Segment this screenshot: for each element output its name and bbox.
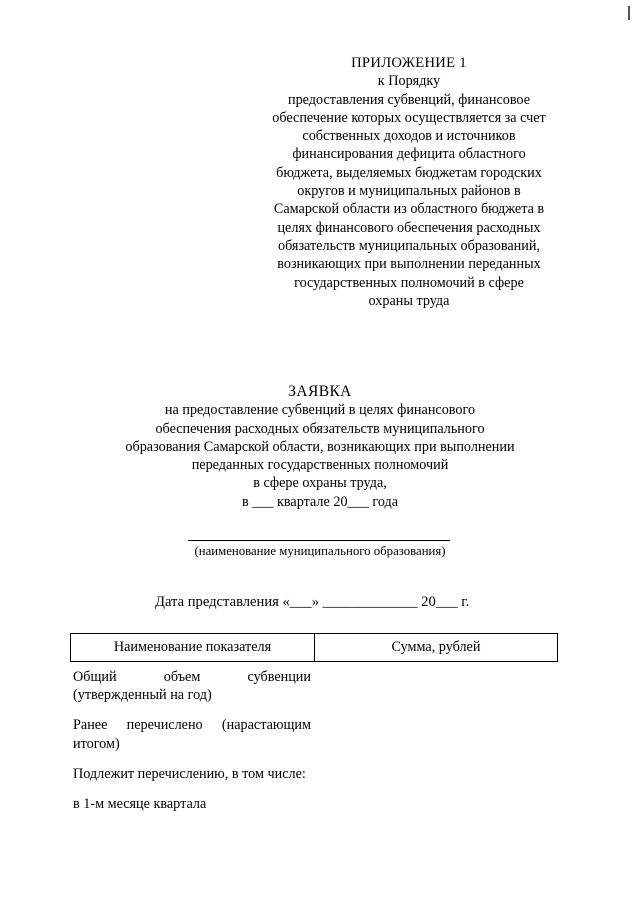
- appendix-line: возникающих при выполнении переданных: [277, 256, 541, 273]
- appendix-line: целях финансового обеспечения расходных: [277, 219, 541, 236]
- appendix-line: предоставления субвенций, финансовое: [287, 91, 530, 108]
- submission-date: Дата представления «___» _____________ 20___ г.: [155, 594, 470, 610]
- appendix-line: бюджета, выделяемых бюджетам городских: [276, 164, 542, 181]
- appendix-line: округов и муниципальных районов в: [297, 183, 521, 200]
- indicator-rows: [73, 668, 311, 825]
- appendix-line: собственных доходов и источников: [302, 128, 516, 145]
- request-line: образования Самарской области, возникающих при выполнении: [125, 438, 515, 455]
- appendix-line: обязательств муниципальных образований,: [277, 237, 541, 254]
- table-header-row: [71, 634, 558, 662]
- column-header-amount: Сумма, рублей: [315, 634, 558, 662]
- page-edge-mark: [628, 6, 630, 20]
- request-line: в сфере охраны труда,: [253, 475, 387, 492]
- table-row: в 1-м месяце квартала: [73, 796, 207, 813]
- table-row: Подлежит перечислению, в том числе:: [73, 765, 306, 782]
- appendix-line: охраны труда: [368, 292, 450, 309]
- table-row: Ранее перечислено (нарастающим итогом): [73, 717, 311, 752]
- appendix-title: ПРИЛОЖЕНИЕ 1: [351, 55, 467, 71]
- request-line: в ___ квартале 20___ года: [241, 493, 399, 510]
- municipality-caption: (наименование муниципального образования): [194, 544, 446, 558]
- appendix-line: государственных полномочий в сфере: [294, 274, 524, 291]
- request-block: [100, 383, 540, 511]
- appendix-line: финансирования дефицита областного: [292, 146, 526, 163]
- request-line: переданных государственных полномочий: [191, 457, 449, 474]
- appendix-line: обеспечение которых осуществляется за счет: [272, 109, 546, 126]
- request-title: ЗАЯВКА: [288, 383, 352, 400]
- request-line: на предоставление субвенций в целях финансового: [164, 402, 476, 419]
- appendix-line: к Порядку: [377, 73, 441, 90]
- appendix-line: Самарской области из областного бюджета в: [273, 201, 545, 218]
- municipality-name-line: [188, 540, 450, 541]
- indicators-table: [70, 633, 558, 662]
- table-row: Общий объем субвенции (утвержденный на год): [73, 669, 311, 704]
- request-line: обеспечения расходных обязательств муниципального: [155, 420, 485, 437]
- column-header-indicator: Наименование показателя: [71, 634, 315, 662]
- appendix-block: [256, 54, 562, 310]
